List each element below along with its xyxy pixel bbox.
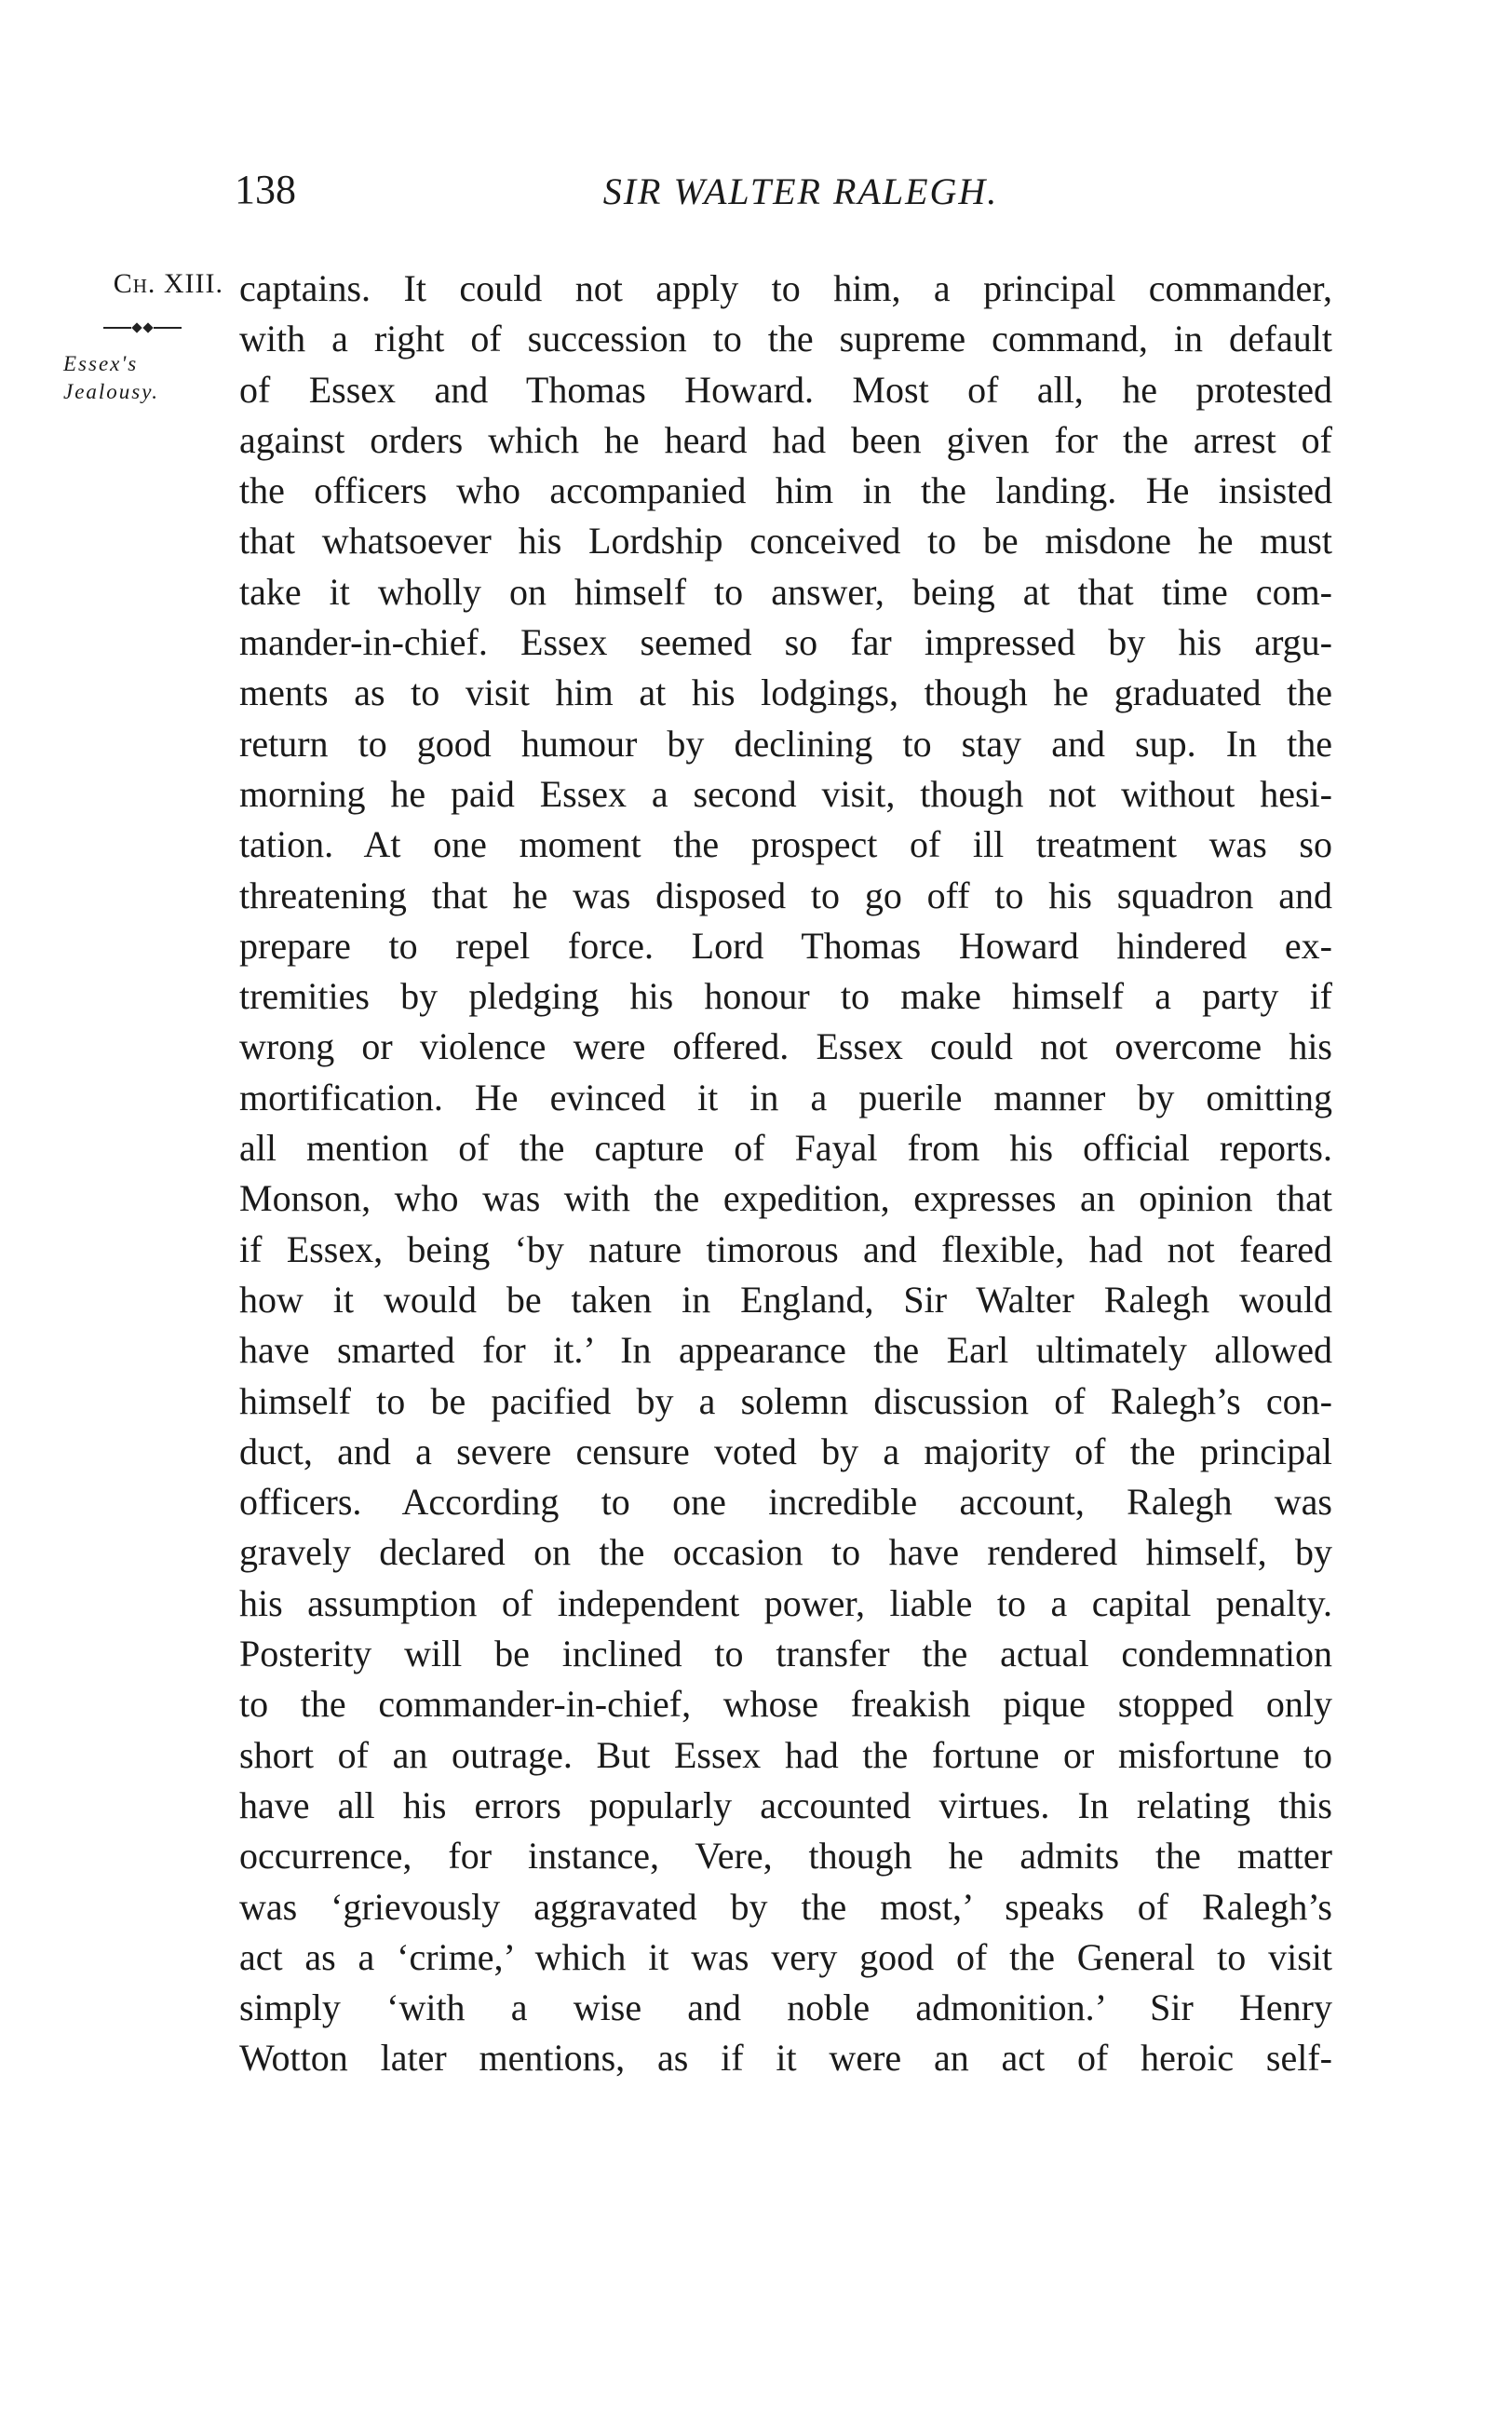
text-line: the officers who accompanied him in the landing. He insisted	[239, 469, 1332, 512]
text-line: take it wholly on himself to answer, being at that time com-	[239, 570, 1332, 613]
text-line: have all his errors popularly accounted virtues. In relating this	[239, 1783, 1332, 1826]
text-line: against orders which he heard had been given for the arrest of	[239, 418, 1332, 461]
text-line: Monson, who was with the expedition, expresses an opinion that	[239, 1177, 1332, 1220]
text-line: return to good humour by declining to stay and sup. In the	[239, 722, 1332, 765]
text-line: ments as to visit him at his lodgings, though he graduated the	[239, 671, 1332, 714]
text-line: captains. It could not apply to him, a principal commander,	[239, 267, 1332, 309]
text-line: of Essex and Thomas Howard. Most of all, he protested	[239, 368, 1332, 411]
text-line: threatening that he was disposed to go off to his squadron and	[239, 874, 1332, 916]
text-line: simply ‘with a wise and noble admonition.’ Sir Henry	[239, 1986, 1332, 2029]
text-line: how it would be taken in England, Sir Walter Ralegh would	[239, 1278, 1332, 1321]
margin-note	[63, 350, 236, 406]
text-line: his assumption of independent power, liable to a capital penalty.	[239, 1581, 1332, 1624]
text-line: occurrence, for instance, Vere, though he admits the matter	[239, 1835, 1332, 1878]
text-line: mortification. He evinced it in a puerile manner by omitting	[239, 1076, 1332, 1118]
running-title: SIR WALTER RALEGH.	[602, 170, 999, 212]
text-line: mander-in-chief. Essex seemed so far impressed by his argu-	[239, 621, 1332, 664]
text-line: to the commander-in-chief, whose freakish pique stopped only	[239, 1683, 1332, 1726]
margin-note-line: Jealousy.	[63, 380, 159, 403]
text-line: prepare to repel force. Lord Thomas Howard hindered ex-	[239, 924, 1332, 967]
text-line: short of an outrage. But Essex had the fortune or misfortune to	[239, 1733, 1332, 1776]
ornament-divider-icon	[56, 317, 228, 336]
text-line: all mention of the capture of Fayal from his official reports.	[239, 1127, 1332, 1170]
text-line: gravely declared on the occasion to have rendered himself, by	[239, 1531, 1332, 1574]
text-line: act as a ‘crime,’ which it was very good of the General to visit	[239, 1935, 1332, 1978]
text-line: Wotton later mentions, as if it were an act of heroic self-	[239, 2037, 1332, 2080]
text-line: officers. According to one incredible account, Ralegh was	[239, 1481, 1332, 1524]
text-line: that whatsoever his Lordship conceived to be misdone he must	[239, 520, 1332, 563]
margin-chapter-label: Ch. XIII.	[113, 268, 223, 299]
body-text	[239, 264, 1332, 2084]
text-line: wrong or violence were offered. Essex could not overcome his	[239, 1025, 1332, 1068]
page-number: 138	[235, 167, 296, 212]
text-line: himself to be pacified by a solemn discussion of Ralegh’s con-	[239, 1379, 1332, 1422]
text-line: tation. At one moment the prospect of ill treatment was so	[239, 823, 1332, 866]
text-line: tremities by pledging his honour to make himself a party if	[239, 975, 1332, 1018]
text-line: was ‘grievously aggravated by the most,’ speaks of Ralegh’s	[239, 1885, 1332, 1928]
text-line: duct, and a severe censure voted by a majority of the principal	[239, 1430, 1332, 1472]
text-line: Posterity will be inclined to transfer the actual condemnation	[239, 1633, 1332, 1675]
text-line: with a right of succession to the supreme command, in default	[239, 318, 1332, 360]
text-line: if Essex, being ‘by nature timorous and flexible, had not feared	[239, 1227, 1332, 1270]
text-line: morning he paid Essex a second visit, though not without hesi-	[239, 772, 1332, 815]
margin-note-line: Essex's	[63, 352, 139, 375]
text-line: have smarted for it.’ In appearance the Earl ultimately allowed	[239, 1329, 1332, 1372]
